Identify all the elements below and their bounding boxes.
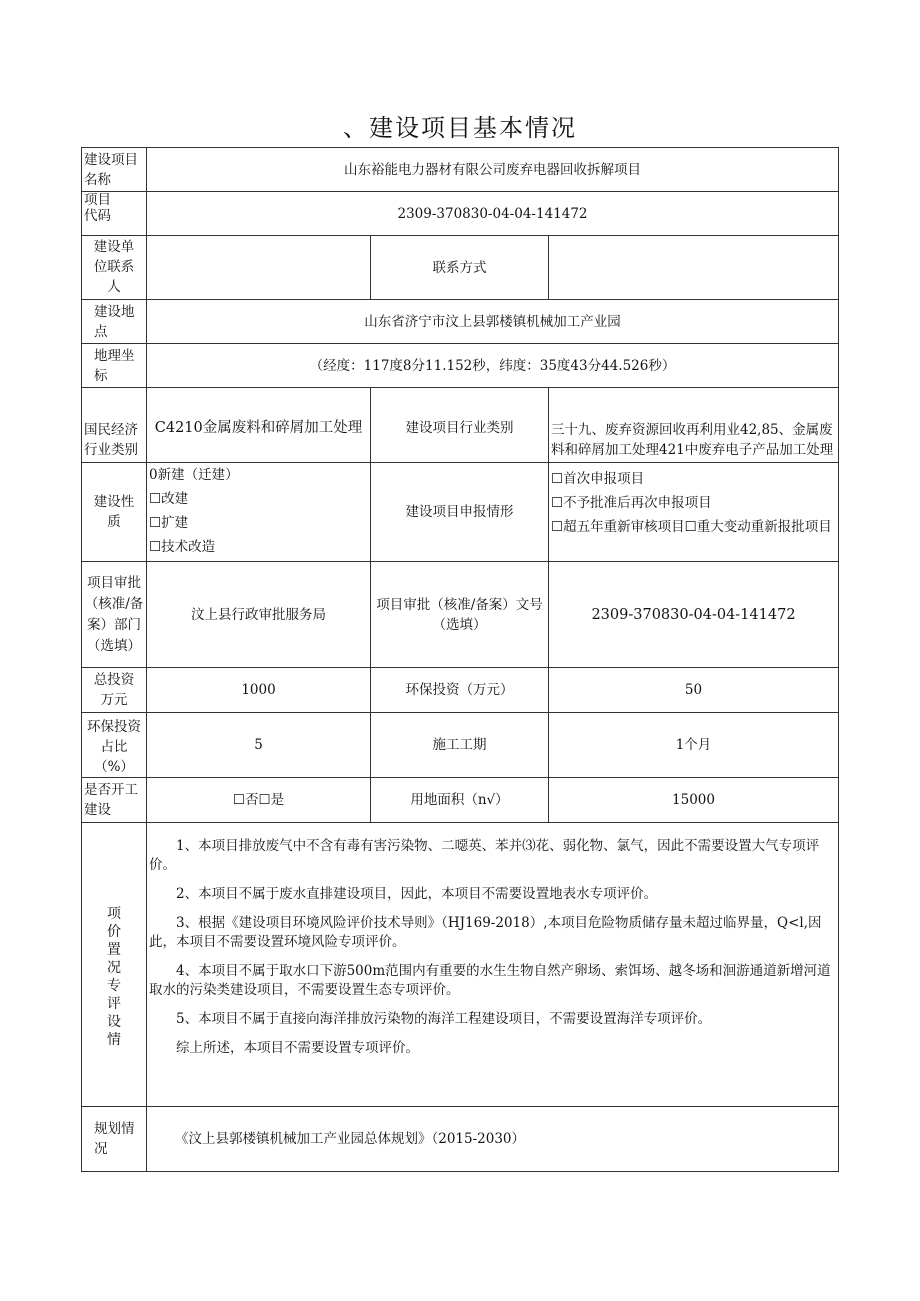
special-eval-paragraph: 综上所述，本项目不需要设置专项评价。 [176, 1040, 419, 1056]
value-env-ratio: 5 [146, 712, 371, 778]
value-coords: （经度：117度8分11.152秒，纬度：35度43分44.526秒） [146, 343, 839, 388]
nature-options [146, 462, 371, 562]
label-env-ratio: 环保投资占比（%） [81, 712, 147, 778]
declaration-option-review[interactable]: ☐超五年重新审核项目☐重大变动重新报批项目 [551, 519, 832, 535]
special-eval-paragraph: 3、根据《建设项目环境风险评价技术导则》（HJ169-2018）,本项目危险物质储存量未超过临界量，Q<l,因此，本项目不需要设置环境风险专项评价。 [149, 915, 822, 950]
value-industry: C4210金属废料和碎屑加工处理 [146, 387, 371, 463]
label-project-code: 项目代码 [81, 191, 147, 236]
value-planning: 《汶上县郭楼镇机械加工产业园总体规划》（2015-2030） [146, 1106, 839, 1172]
label-contact: 建设单位联系人 [81, 235, 147, 300]
label-special-eval [81, 822, 147, 1107]
special-eval-paragraph: 4、本项目不属于取水口下游500m范围内有重要的水生生物自然产卵场、索饵场、越冬场和洄游通道新增河道取水的污染类建设项目，不需要设置生态专项评价。 [149, 963, 831, 998]
declaration-option-resubmit[interactable]: ☐不予批准后再次申报项目 [551, 495, 712, 511]
value-approval-number: 2309-370830-04-04-141472 [548, 561, 839, 668]
value-location: 山东省济宁市汶上县郭楼镇机械加工产业园 [146, 299, 839, 344]
label-declaration: 建设项目申报情形 [370, 462, 549, 562]
value-construction-period: 1个月 [548, 712, 839, 778]
label-env-investment: 环保投资（万元） [370, 667, 549, 713]
label-nature: 建设性质 [81, 462, 147, 562]
label-location: 建设地点 [81, 299, 147, 344]
value-env-investment: 50 [548, 667, 839, 713]
label-construction-period: 施工工期 [370, 712, 549, 778]
label-approval-dept: 项目审批（核准/备案）部门（选填） [81, 561, 147, 668]
nature-option-new[interactable]: 0新建（迁建） [149, 467, 239, 483]
label-approval-number: 项目审批（核准/备案）文号（选填） [370, 561, 549, 668]
value-investment: 1000 [146, 667, 371, 713]
label-contact-method: 联系方式 [370, 235, 549, 300]
label-project-name: 建设项目名称 [81, 147, 147, 192]
nature-option-expand[interactable]: ☐扩建 [149, 515, 189, 531]
label-industry: 国民经济行业类别 [81, 387, 147, 463]
value-approval-dept: 汶上县行政审批服务局 [146, 561, 371, 668]
special-eval-label-text: 项价置况专评设情 [107, 906, 121, 1048]
value-project-code: 2309-370830-04-04-141472 [146, 191, 839, 236]
label-industry-category: 建设项目行业类别 [370, 387, 549, 463]
value-land-area: 15000 [548, 777, 839, 823]
label-coords: 地理坐标 [81, 343, 147, 388]
special-eval-paragraph: 2、本项目不属于废水直排建设项目，因此，本项目不需要设置地表水专项评价。 [176, 886, 658, 902]
value-started[interactable]: ☐否☐是 [146, 777, 371, 823]
label-planning: 规划情况 [81, 1106, 147, 1172]
value-industry-category: 三十九、废弃资源回收再利用业42,85、金属废料和碎屑加工处理421中废弃电子产品加工处理 [548, 387, 839, 463]
page-title: 、建设项目基本情况 [343, 114, 577, 142]
declaration-options [548, 462, 839, 562]
value-contact [146, 235, 371, 300]
declaration-option-first[interactable]: ☐首次申报项目 [551, 471, 645, 487]
special-eval-paragraph: 5、本项目不属于直接向海洋排放污染物的海洋工程建设项目，不需要设置海洋专项评价。 [176, 1011, 712, 1027]
nature-option-rebuild[interactable]: ☐改建 [149, 491, 189, 507]
special-eval-content [146, 822, 839, 1107]
label-started: 是否开工建设 [81, 777, 147, 823]
value-project-name: 山东裕能电力器材有限公司废弃电器回收拆解项目 [146, 147, 839, 192]
special-eval-paragraph: 1、本项目排放废气中不含有毒有害污染物、二噁英、苯并⑶花、弱化物、氯气，因此不需要设置大气专项评价。 [149, 838, 820, 873]
label-investment: 总投资万元 [81, 667, 147, 713]
label-land-area: 用地面积（n√） [370, 777, 549, 823]
value-contact-method [548, 235, 839, 300]
nature-option-tech[interactable]: ☐技术改造 [149, 539, 216, 555]
